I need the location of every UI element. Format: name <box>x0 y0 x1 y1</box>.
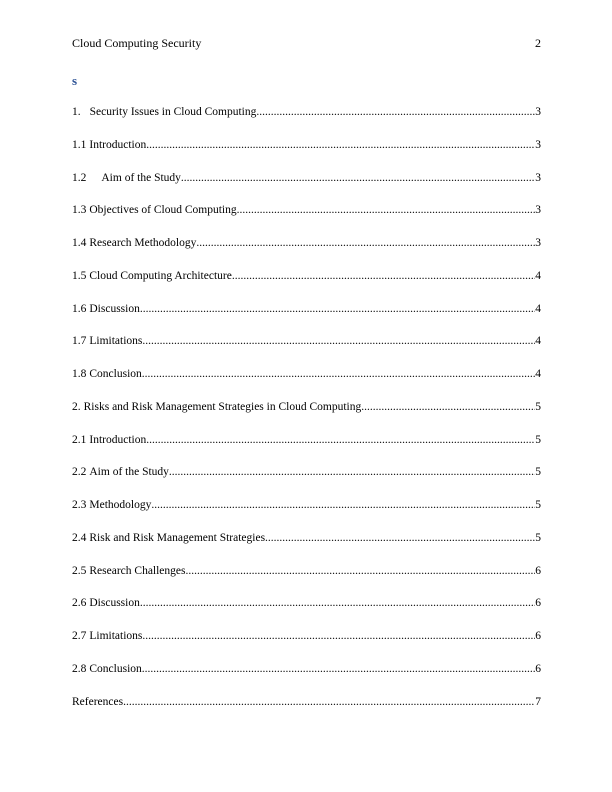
toc-entry[interactable] <box>72 301 541 334</box>
toc-entry-number: 1.2 <box>72 171 87 184</box>
header-page-number: 2 <box>535 36 541 50</box>
toc-entry-page: 6 <box>535 662 541 675</box>
toc-entry-title: Cloud Computing Architecture <box>89 269 232 282</box>
toc-entry-title: Limitations <box>89 630 143 642</box>
toc-entry-number: 2. <box>72 400 81 413</box>
toc-entry-title: Security Issues in Cloud Computing <box>89 106 257 118</box>
toc-entry-number: 1. <box>72 106 81 118</box>
toc-leader-dots <box>169 464 535 480</box>
toc-entry-number: 2.3 <box>72 499 87 511</box>
toc-leader-dots <box>142 661 535 677</box>
toc-entry-title: Aim of the Study <box>101 171 181 184</box>
toc-entry-title: Risks and Risk Management Strategies in Cloud Computing <box>83 400 362 413</box>
toc-entry-page: 4 <box>535 302 541 315</box>
toc-entry-page: 3 <box>535 204 541 217</box>
toc-entry-title: Conclusion <box>89 368 142 380</box>
toc-entry-page: 3 <box>535 138 541 151</box>
toc-entry-page: 5 <box>535 499 541 511</box>
toc-entry-page: 5 <box>535 531 541 544</box>
toc-entry-title: Research Methodology <box>89 237 197 249</box>
toc-entry[interactable] <box>72 464 541 497</box>
toc-entry-number: 2.6 <box>72 597 87 610</box>
running-header-title: Cloud Computing Security <box>72 36 202 50</box>
toc-entry-number: 2.7 <box>72 630 87 642</box>
toc-entry-title: Introduction <box>89 138 147 151</box>
toc-entry-title: References <box>72 695 124 708</box>
toc-entry-number: 1.5 <box>72 269 87 282</box>
toc-entry-references[interactable] <box>72 694 541 727</box>
toc-entry[interactable] <box>72 366 541 399</box>
toc-entry[interactable] <box>72 497 541 530</box>
toc-entry-number: 1.3 <box>72 204 87 217</box>
toc-entry[interactable] <box>72 235 541 268</box>
toc-entry-title: Objectives of Cloud Computing <box>89 204 237 217</box>
toc-entry[interactable] <box>72 399 541 432</box>
toc-entry-page: 3 <box>535 237 541 249</box>
toc-entry-title: Methodology <box>89 499 152 511</box>
toc-entry[interactable] <box>72 137 541 170</box>
toc-leader-dots <box>123 694 535 710</box>
toc-entry[interactable] <box>72 661 541 694</box>
toc-entry-page: 4 <box>535 368 541 380</box>
toc-entry-title: Risk and Risk Management Strategies <box>89 531 266 544</box>
toc-leader-dots <box>237 202 536 218</box>
toc-entry[interactable] <box>72 333 541 366</box>
toc-entry-title: Discussion <box>89 302 140 315</box>
toc-entry-number: 1.1 <box>72 138 87 151</box>
toc-leader-dots <box>196 235 535 251</box>
toc-leader-dots <box>140 595 535 611</box>
toc-heading: s <box>72 73 78 88</box>
toc-entry-number: 2.1 <box>72 433 87 446</box>
toc-entry[interactable] <box>72 595 541 628</box>
toc-leader-dots <box>142 628 535 644</box>
toc-leader-dots <box>361 399 535 415</box>
toc-entry-number: 2.2 <box>72 466 87 479</box>
toc-entry[interactable] <box>72 104 541 137</box>
table-of-contents <box>72 104 541 726</box>
toc-entry-title: Conclusion <box>89 662 142 675</box>
toc-entry-page: 5 <box>535 400 541 413</box>
toc-entry[interactable] <box>72 628 541 661</box>
toc-entry-title: Discussion <box>89 597 140 610</box>
toc-entry-title: Introduction <box>89 433 147 446</box>
toc-entry-page: 3 <box>535 171 541 184</box>
toc-entry-page: 3 <box>535 106 541 118</box>
toc-entry-page: 7 <box>535 695 541 708</box>
toc-entry-title: Research Challenges <box>89 564 186 577</box>
toc-leader-dots <box>146 137 535 153</box>
toc-entry[interactable] <box>72 268 541 301</box>
toc-leader-dots <box>142 366 535 382</box>
toc-entry-title: Aim of the Study <box>89 466 169 479</box>
toc-entry-number: 1.7 <box>72 335 87 348</box>
toc-entry-page: 5 <box>535 433 541 446</box>
toc-entry[interactable] <box>72 202 541 235</box>
toc-entry[interactable] <box>72 170 541 203</box>
toc-entry-page: 6 <box>535 630 541 642</box>
toc-leader-dots <box>256 104 535 120</box>
toc-leader-dots <box>181 170 535 186</box>
toc-entry-page: 6 <box>535 564 541 577</box>
toc-entry[interactable] <box>72 563 541 596</box>
toc-entry-number: 1.8 <box>72 368 87 380</box>
toc-entry-page: 6 <box>535 597 541 610</box>
toc-entry[interactable] <box>72 530 541 563</box>
toc-entry-number: 2.8 <box>72 662 87 675</box>
toc-entry-title: Limitations <box>89 335 143 348</box>
toc-leader-dots <box>140 301 535 317</box>
toc-entry-number: 2.5 <box>72 564 87 577</box>
toc-entry-number: 1.4 <box>72 237 87 249</box>
toc-leader-dots <box>232 268 535 284</box>
toc-entry-number: 2.4 <box>72 531 87 544</box>
toc-entry-page: 4 <box>535 335 541 348</box>
toc-leader-dots <box>186 563 536 579</box>
toc-leader-dots <box>142 333 535 349</box>
toc-entry[interactable] <box>72 432 541 465</box>
toc-entry-page: 4 <box>535 269 541 282</box>
toc-leader-dots <box>265 530 535 546</box>
toc-leader-dots <box>146 432 535 448</box>
toc-entry-page: 5 <box>535 466 541 479</box>
toc-entry-number: 1.6 <box>72 302 87 315</box>
toc-leader-dots <box>151 497 535 513</box>
